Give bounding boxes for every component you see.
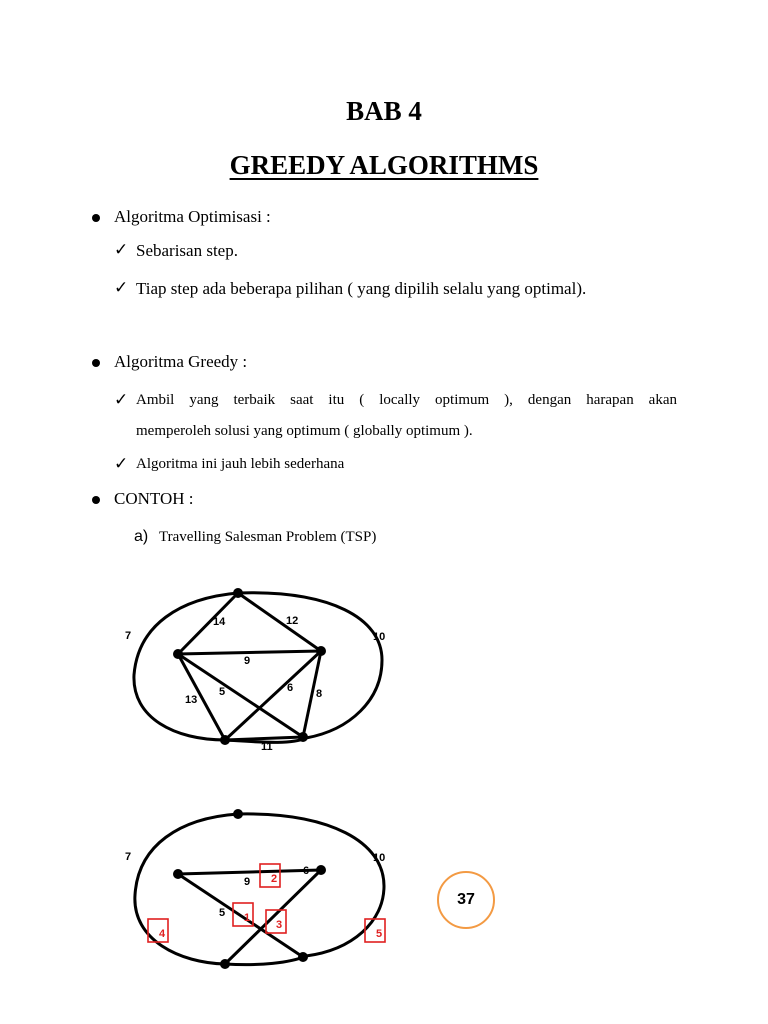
bullet-icon — [92, 359, 100, 367]
checkmark-icon: ✓ — [114, 240, 129, 259]
graph-node — [233, 588, 243, 598]
list-item: Ambil yang terbaik saat itu ( locally optimum ), dengan harapan akan — [136, 392, 677, 408]
edge-weight-label: 6 — [287, 682, 294, 694]
page-title: GREEDY ALGORITHMS — [229, 150, 539, 180]
graph-node — [316, 646, 326, 656]
order-label: 4 — [159, 928, 166, 940]
graph-node — [316, 865, 326, 875]
edge-weight-label: 7 — [125, 851, 132, 863]
order-label: 3 — [276, 919, 283, 931]
sub-list-marker: a) — [134, 528, 149, 545]
checkmark-icon: ✓ — [114, 390, 129, 409]
graph-node — [220, 735, 230, 745]
edge-weight-label: 12 — [286, 615, 299, 627]
graph-node — [233, 809, 243, 819]
list-item: Sebarisan step. — [136, 241, 238, 260]
edge-weight-label: 8 — [316, 688, 323, 700]
sub-list-item: Travelling Salesman Problem (TSP) — [159, 529, 377, 545]
bullet-icon — [92, 214, 100, 222]
checkmark-icon: ✓ — [114, 278, 129, 297]
checkmark-icon: ✓ — [114, 454, 129, 473]
order-label: 2 — [271, 873, 278, 885]
section-label-greedy: Algoritma Greedy : — [114, 352, 248, 371]
edge-weight-label: 5 — [219, 686, 226, 698]
page-number-badge — [437, 871, 495, 929]
order-label: 1 — [244, 912, 251, 924]
edge-weight-label: 10 — [373, 852, 386, 864]
list-item: Tiap step ada beberapa pilihan ( yang dipilih selalu yang optimal). — [136, 279, 587, 298]
edge-weight-label: 11 — [261, 741, 273, 753]
edge-weight-label: 9 — [244, 655, 251, 667]
edge-weight-label: 14 — [213, 616, 226, 628]
outer-edge — [134, 593, 382, 743]
graph-node — [173, 869, 183, 879]
list-item-continuation: memperoleh solusi yang optimum ( globally optimum ). — [136, 423, 473, 439]
graph-node — [220, 959, 230, 969]
edge-weight-label: 7 — [125, 630, 132, 642]
graph-node — [173, 649, 183, 659]
edge-weight-label: 5 — [219, 907, 226, 919]
list-item: Algoritma ini jauh lebih sederhana — [136, 456, 345, 472]
graph-node — [298, 732, 308, 742]
chapter-heading: BAB 4 — [346, 96, 422, 126]
order-label: 5 — [376, 928, 383, 940]
section-label-optimisasi: Algoritma Optimisasi : — [114, 207, 271, 226]
edge-weight-label: 9 — [244, 876, 251, 888]
bullet-icon — [92, 496, 100, 504]
outer-edge — [135, 814, 384, 965]
graph-node — [298, 952, 308, 962]
section-label-contoh: CONTOH : — [114, 489, 194, 508]
tsp-graph-greedy — [120, 800, 400, 980]
edge-weight-label: 13 — [185, 694, 198, 706]
edge-weight-label: 10 — [373, 631, 386, 643]
page-number: 37 — [457, 891, 475, 908]
edge-weight-label: 6 — [303, 865, 310, 877]
tsp-graph-full — [120, 580, 400, 760]
